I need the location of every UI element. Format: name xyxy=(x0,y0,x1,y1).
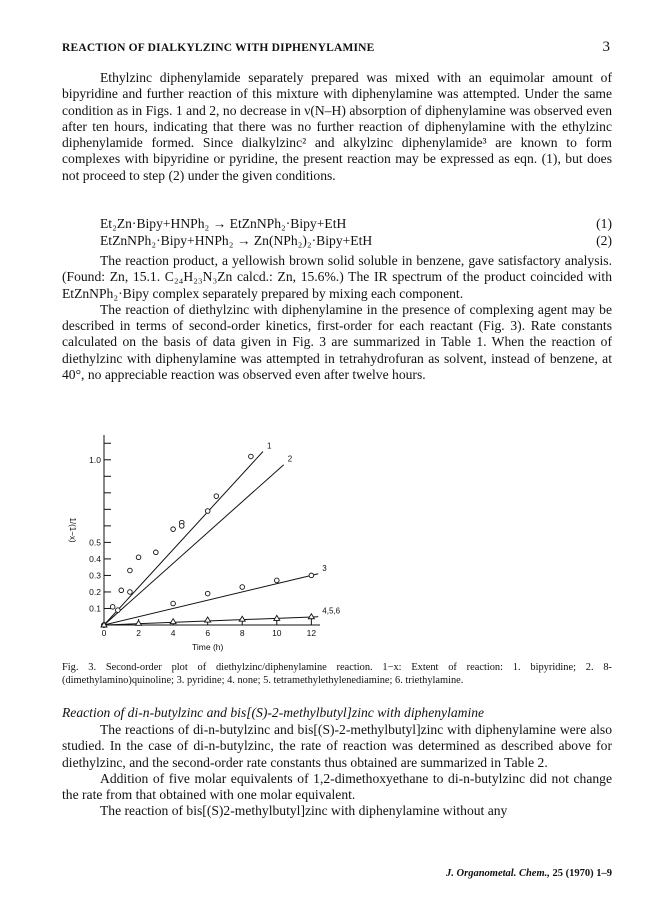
y-tick-label: 1.0 xyxy=(89,454,101,465)
data-point xyxy=(240,585,245,590)
data-point xyxy=(171,527,176,532)
data-point xyxy=(179,524,184,529)
body-text-1 xyxy=(62,70,612,184)
data-point xyxy=(119,588,124,593)
data-point xyxy=(136,555,141,560)
data-point xyxy=(128,568,133,573)
series-label: 2 xyxy=(287,454,293,464)
y-tick-label: 0.2 xyxy=(89,586,101,597)
data-point xyxy=(214,494,219,499)
running-head xyxy=(62,39,610,60)
y-tick-label: 0.5 xyxy=(89,537,101,548)
paragraph-5: Addition of five molar equivalents of 1,2-dimethoxyethane to di-n-butylzinc did not change the rate from that obtained with one molar equivalent. xyxy=(62,770,612,803)
data-point xyxy=(205,591,210,596)
data-point xyxy=(205,509,210,514)
x-tick-label: 6 xyxy=(205,628,211,638)
data-point xyxy=(154,550,159,555)
data-point xyxy=(275,578,280,583)
paragraph-1: Ethylzinc diphenylamide separately prepared was mixed with an equimolar amount of bipyridine and further reaction of this mixture with diphenylamine was attempted. Under the same condition as in Figs. 1 and 2, no decrease in ν(N–H) absorption of diphenylamine was observed even after ten hours, indicating that there was no further reaction of diphenylamine with the ethylzinc diphenylamide formed. Since dialkylzinc² and alkylzinc diphenylamide³ are known to form complexes with bipyridine or pyridine, the present reaction may be expressed as eqn. (1), but does not proceed to step (2) under the given conditions. xyxy=(62,70,612,183)
x-tick-label: 0 xyxy=(101,628,107,638)
journal-footer xyxy=(446,868,612,879)
equation-1 xyxy=(62,216,612,232)
running-title: REACTION OF DIALKYLZINC WITH DIPHENYLAMINE xyxy=(62,42,375,54)
equation-2-body: EtZnNPh₂·Bipy+HNPh₂ → Zn(NPh₂)₂·Bipy+EtH xyxy=(100,233,373,248)
paragraph-2: The reaction product, a yellowish brown solid soluble in benzene, gave satisfactory analysis. (Found: Zn, 15.1. C₂₄H₂₃N₃Zn calcd.: Zn, 15.6%.) The IR spectrum of the product coincided with EtZnNPh₂·Bipy complex separately prepared by mixing each component. xyxy=(62,253,612,301)
data-point xyxy=(171,601,176,606)
x-axis-label: Time (h) xyxy=(192,642,224,652)
y-tick-label: 0.4 xyxy=(89,553,101,564)
series-line-3 xyxy=(104,574,318,625)
equation-1-body: Et₂Zn·Bipy+HNPh₂ → EtZnNPh₂·Bipy+EtH xyxy=(100,216,347,231)
paragraph-3: The reaction of diethylzinc with diphenylamine in the presence of complexing agent may be described in terms of second-order kinetics, first-order for each reactant (Fig. 3). Rate constants calculated on the basis of data given in Fig. 3 are summarized in Table 1. When the reaction of diethylzinc with diphenylamine was attempted in tetrahydrofuran as solvent, instead of benzene, at 40°, no appreciable reaction was observed even after twelve hours. xyxy=(62,301,612,383)
figure-3-caption: Fig. 3. Second-order plot of diethylzinc/diphenylamine reaction. 1−x: Extent of reaction: 1. bipyridine; 2. 8-(dimethylamino)quinoline; 3. pyridine; 4. none; 5. tetramethylethylenediamine; 6. triethylamine. xyxy=(62,662,612,686)
series-label: 1 xyxy=(266,441,272,451)
y-tick-label: 0.1 xyxy=(89,603,101,614)
data-point xyxy=(309,573,314,578)
data-point xyxy=(110,605,115,610)
journal-name: J. Organometal. Chem., xyxy=(446,868,550,879)
series-label: 4,5,6 xyxy=(322,606,341,616)
page-number: 3 xyxy=(602,39,610,55)
x-tick-label: 8 xyxy=(239,628,245,638)
equation-1-number: (1) xyxy=(596,216,612,231)
y-tick-label: 0.3 xyxy=(89,570,101,581)
data-point xyxy=(170,619,176,624)
figure-3 xyxy=(62,425,612,661)
equation-2 xyxy=(62,233,612,249)
paragraph-4: The reactions of di-n-butylzinc and bis[(S)-2-methylbutyl]zinc with diphenylamine were also studied. In the case of di-n-butylzinc, the rate of reaction was determined as described above for diethylzinc, and the second-order rate constants thus obtained are summarized in Table 2. xyxy=(62,722,612,770)
figure-3-chart xyxy=(62,425,612,661)
data-point xyxy=(136,620,142,625)
series-line-2 xyxy=(104,465,284,625)
series-line-1 xyxy=(104,452,263,625)
section-heading: Reaction of di-n-butylzinc and bis[(S)-2-methylbutyl]zinc with diphenylamine xyxy=(62,705,485,720)
data-point xyxy=(116,608,121,613)
x-tick-label: 2 xyxy=(136,628,141,638)
body-text-2 xyxy=(62,253,612,383)
y-axis-label: 1/(1−x) xyxy=(68,517,77,543)
equation-2-number: (2) xyxy=(596,233,612,248)
data-point xyxy=(308,614,314,619)
data-point xyxy=(239,616,245,621)
data-point xyxy=(249,454,254,459)
series-label: 3 xyxy=(322,563,327,573)
data-point xyxy=(205,617,211,622)
data-point xyxy=(128,590,133,595)
x-tick-label: 12 xyxy=(306,628,317,638)
x-tick-label: 4 xyxy=(170,628,176,638)
body-text-3 xyxy=(62,722,612,820)
x-tick-label: 10 xyxy=(272,628,282,638)
journal-volume: 25 (1970) 1–9 xyxy=(552,868,612,879)
paragraph-6: The reaction of bis[(S)2-methylbutyl]zinc with diphenylamine without any xyxy=(100,803,508,819)
